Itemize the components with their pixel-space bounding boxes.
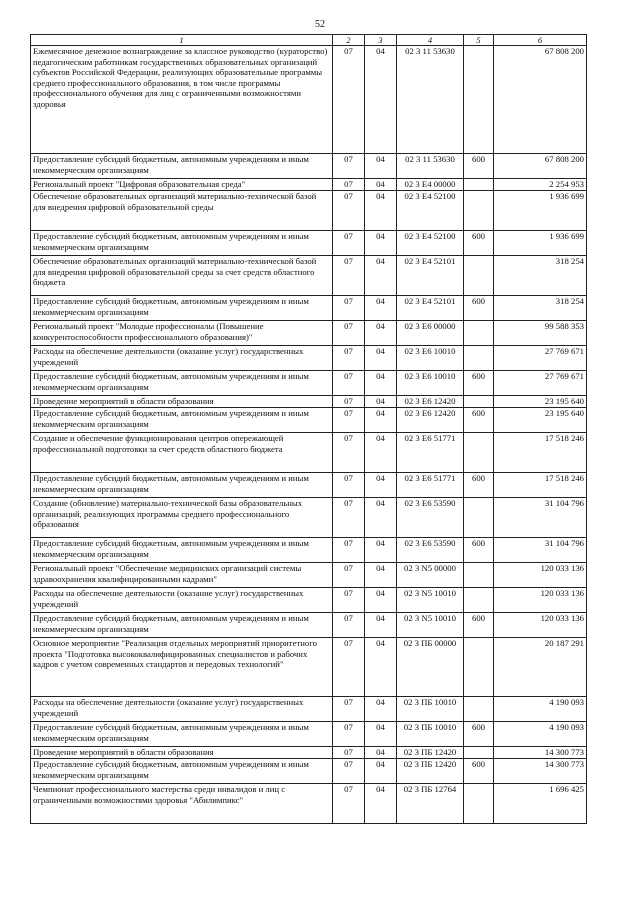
row-expense-type: 600 xyxy=(464,371,494,396)
table-row xyxy=(31,408,587,433)
table-row xyxy=(31,231,587,256)
row-subsection: 04 xyxy=(365,759,397,784)
row-expense-type xyxy=(464,498,494,538)
row-amount: 20 187 291 xyxy=(494,638,587,697)
row-name: Проведение мероприятий в области образования xyxy=(31,747,333,759)
row-subsection: 04 xyxy=(365,613,397,638)
column-header-subsection: 3 xyxy=(365,35,397,46)
row-subsection: 04 xyxy=(365,154,397,179)
table-row xyxy=(31,697,587,722)
row-target-article: 02 3 E6 10010 xyxy=(397,346,464,371)
row-name: Предоставление субсидий бюджетным, автономным учреждениям и иным некоммерческим организациям xyxy=(31,371,333,396)
row-name: Расходы на обеспечение деятельности (оказание услуг) государственных учреждений xyxy=(31,697,333,722)
row-target-article: 02 3 E6 12420 xyxy=(397,408,464,433)
row-subsection: 04 xyxy=(365,296,397,321)
row-subsection: 04 xyxy=(365,408,397,433)
row-amount: 14 300 773 xyxy=(494,759,587,784)
row-subsection: 04 xyxy=(365,231,397,256)
row-name: Региональный проект "Молодые профессионалы (Повышение конкурентоспособности профессионального образования)" xyxy=(31,321,333,346)
row-section: 07 xyxy=(333,613,365,638)
table-row xyxy=(31,179,587,191)
table-row xyxy=(31,321,587,346)
row-section: 07 xyxy=(333,498,365,538)
row-target-article: 02 3 11 53630 xyxy=(397,154,464,179)
row-subsection: 04 xyxy=(365,473,397,498)
row-section: 07 xyxy=(333,371,365,396)
row-section: 07 xyxy=(333,191,365,231)
row-subsection: 04 xyxy=(365,256,397,296)
row-name: Создание (обновление) материально-технической базы образовательных организаций, реализующих программы среднего профессионального образования xyxy=(31,498,333,538)
row-expense-type: 600 xyxy=(464,231,494,256)
row-name: Расходы на обеспечение деятельности (оказание услуг) государственных учреждений xyxy=(31,346,333,371)
row-amount: 120 033 136 xyxy=(494,588,587,613)
row-expense-type: 600 xyxy=(464,722,494,747)
row-name: Проведение мероприятий в области образования xyxy=(31,396,333,408)
row-target-article: 02 3 11 53630 xyxy=(397,46,464,154)
row-expense-type xyxy=(464,433,494,473)
row-target-article: 02 3 ПБ 00000 xyxy=(397,638,464,697)
row-name: Обеспечение образовательных организаций материально-технической базой для внедрения цифровой образовательной среды xyxy=(31,191,333,231)
table-row xyxy=(31,154,587,179)
row-name: Региональный проект "Обеспечение медицинских организаций системы здравоохранения квалифицированными кадрами" xyxy=(31,563,333,588)
column-header-name: 1 xyxy=(31,35,333,46)
table-row xyxy=(31,784,587,824)
table-row xyxy=(31,759,587,784)
row-section: 07 xyxy=(333,784,365,824)
row-section: 07 xyxy=(333,759,365,784)
row-target-article: 02 3 ПБ 12420 xyxy=(397,759,464,784)
row-subsection: 04 xyxy=(365,747,397,759)
row-expense-type: 600 xyxy=(464,154,494,179)
row-target-article: 02 3 ПБ 10010 xyxy=(397,722,464,747)
row-name: Обеспечение образовательных организаций материально-технической базой для внедрения цифровой образовательной среды за счет средств областного бюджета xyxy=(31,256,333,296)
row-amount: 67 808 200 xyxy=(494,46,587,154)
row-expense-type xyxy=(464,638,494,697)
row-subsection: 04 xyxy=(365,396,397,408)
table-row xyxy=(31,296,587,321)
row-target-article: 02 3 ПБ 10010 xyxy=(397,697,464,722)
row-section: 07 xyxy=(333,433,365,473)
row-section: 07 xyxy=(333,396,365,408)
row-section: 07 xyxy=(333,256,365,296)
row-section: 07 xyxy=(333,154,365,179)
row-expense-type xyxy=(464,747,494,759)
row-name: Предоставление субсидий бюджетным, автономным учреждениям и иным некоммерческим организациям xyxy=(31,473,333,498)
row-amount: 27 769 671 xyxy=(494,371,587,396)
row-expense-type: 600 xyxy=(464,759,494,784)
row-target-article: 02 3 E6 51771 xyxy=(397,433,464,473)
row-name: Предоставление субсидий бюджетным, автономным учреждениям и иным некоммерческим организациям xyxy=(31,613,333,638)
row-section: 07 xyxy=(333,588,365,613)
row-amount: 99 588 353 xyxy=(494,321,587,346)
column-header-expense-type: 5 xyxy=(464,35,494,46)
row-amount: 318 254 xyxy=(494,256,587,296)
table-row xyxy=(31,256,587,296)
row-subsection: 04 xyxy=(365,321,397,346)
table-row xyxy=(31,346,587,371)
table-row xyxy=(31,613,587,638)
row-section: 07 xyxy=(333,638,365,697)
table-row xyxy=(31,638,587,697)
row-name: Создание и обеспечение функционирования центров опережающей профессиональной подготовки за счет средств областного бюджета xyxy=(31,433,333,473)
row-amount: 67 808 200 xyxy=(494,154,587,179)
table-header-row xyxy=(31,35,587,46)
row-name: Ежемесячное денежное вознаграждение за классное руководство (кураторство) педагогическим работникам государственных образовательных организаций субъектов Российской Федерации, реализующих образовательные программы среднего профессионального образования, в том числе программы профессионального обучения для лиц с ограниченными возможностями здоровья xyxy=(31,46,333,154)
row-section: 07 xyxy=(333,321,365,346)
row-amount: 1 696 425 xyxy=(494,784,587,824)
row-section: 07 xyxy=(333,563,365,588)
row-amount: 1 936 699 xyxy=(494,191,587,231)
row-target-article: 02 3 ПБ 12420 xyxy=(397,747,464,759)
row-section: 07 xyxy=(333,747,365,759)
row-name: Чемпионат профессионального мастерства среди инвалидов и лиц с ограниченными возможностями здоровья "Абилимпикс" xyxy=(31,784,333,824)
row-target-article: 02 3 E6 53590 xyxy=(397,538,464,563)
row-expense-type xyxy=(464,588,494,613)
table-row xyxy=(31,191,587,231)
row-target-article: 02 3 E4 52101 xyxy=(397,296,464,321)
row-expense-type xyxy=(464,321,494,346)
row-section: 07 xyxy=(333,346,365,371)
row-target-article: 02 3 E4 52100 xyxy=(397,231,464,256)
column-header-section: 2 xyxy=(333,35,365,46)
row-expense-type: 600 xyxy=(464,473,494,498)
table-row xyxy=(31,433,587,473)
row-expense-type xyxy=(464,179,494,191)
row-expense-type xyxy=(464,784,494,824)
row-target-article: 02 3 E6 51771 xyxy=(397,473,464,498)
row-subsection: 04 xyxy=(365,433,397,473)
row-amount: 120 033 136 xyxy=(494,613,587,638)
row-amount: 31 104 796 xyxy=(494,538,587,563)
table-row xyxy=(31,563,587,588)
row-name: Расходы на обеспечение деятельности (оказание услуг) государственных учреждений xyxy=(31,588,333,613)
row-subsection: 04 xyxy=(365,46,397,154)
row-section: 07 xyxy=(333,722,365,747)
row-expense-type xyxy=(464,563,494,588)
row-target-article: 02 3 N5 10010 xyxy=(397,613,464,638)
row-section: 07 xyxy=(333,473,365,498)
row-expense-type xyxy=(464,191,494,231)
row-name: Предоставление субсидий бюджетным, автономным учреждениям и иным некоммерческим организациям xyxy=(31,538,333,563)
row-subsection: 04 xyxy=(365,588,397,613)
row-target-article: 02 3 E4 52101 xyxy=(397,256,464,296)
row-name: Предоставление субсидий бюджетным, автономным учреждениям и иным некоммерческим организациям xyxy=(31,296,333,321)
row-target-article: 02 3 E6 53590 xyxy=(397,498,464,538)
table-row xyxy=(31,473,587,498)
row-name: Основное мероприятие "Реализация отдельных мероприятий приоритетного проекта "Подготовка высококвалифицированных специалистов и рабочих кадров с учетом современных стандартов и передовых технологий" xyxy=(31,638,333,697)
row-amount: 17 518 246 xyxy=(494,433,587,473)
row-amount: 120 033 136 xyxy=(494,563,587,588)
row-subsection: 04 xyxy=(365,722,397,747)
table-row xyxy=(31,498,587,538)
row-target-article: 02 3 E6 10010 xyxy=(397,371,464,396)
row-expense-type xyxy=(464,346,494,371)
row-amount: 23 195 640 xyxy=(494,408,587,433)
row-amount: 2 254 953 xyxy=(494,179,587,191)
row-expense-type xyxy=(464,697,494,722)
row-subsection: 04 xyxy=(365,563,397,588)
row-name: Предоставление субсидий бюджетным, автономным учреждениям и иным некоммерческим организациям xyxy=(31,408,333,433)
row-section: 07 xyxy=(333,538,365,563)
row-section: 07 xyxy=(333,46,365,154)
row-target-article: 02 3 N5 00000 xyxy=(397,563,464,588)
row-expense-type xyxy=(464,46,494,154)
row-amount: 4 190 093 xyxy=(494,722,587,747)
row-section: 07 xyxy=(333,179,365,191)
row-subsection: 04 xyxy=(365,179,397,191)
row-expense-type: 600 xyxy=(464,408,494,433)
row-subsection: 04 xyxy=(365,697,397,722)
row-expense-type: 600 xyxy=(464,296,494,321)
row-subsection: 04 xyxy=(365,346,397,371)
row-amount: 4 190 093 xyxy=(494,697,587,722)
row-target-article: 02 3 E4 00000 xyxy=(397,179,464,191)
column-header-amount: 6 xyxy=(494,35,587,46)
row-subsection: 04 xyxy=(365,538,397,563)
row-subsection: 04 xyxy=(365,784,397,824)
row-name: Предоставление субсидий бюджетным, автономным учреждениям и иным некоммерческим организациям xyxy=(31,154,333,179)
row-amount: 27 769 671 xyxy=(494,346,587,371)
page-number: 52 xyxy=(315,19,325,30)
row-amount: 318 254 xyxy=(494,296,587,321)
column-header-target-article: 4 xyxy=(397,35,464,46)
row-target-article: 02 3 N5 10010 xyxy=(397,588,464,613)
row-target-article: 02 3 ПБ 12764 xyxy=(397,784,464,824)
row-target-article: 02 3 E4 52100 xyxy=(397,191,464,231)
row-name: Предоставление субсидий бюджетным, автономным учреждениям и иным некоммерческим организациям xyxy=(31,759,333,784)
table-row xyxy=(31,747,587,759)
row-expense-type: 600 xyxy=(464,538,494,563)
row-section: 07 xyxy=(333,697,365,722)
row-target-article: 02 3 E6 12420 xyxy=(397,396,464,408)
row-expense-type: 600 xyxy=(464,613,494,638)
row-name: Предоставление субсидий бюджетным, автономным учреждениям и иным некоммерческим организациям xyxy=(31,722,333,747)
row-section: 07 xyxy=(333,296,365,321)
row-section: 07 xyxy=(333,231,365,256)
budget-table xyxy=(30,34,587,824)
row-amount: 23 195 640 xyxy=(494,396,587,408)
row-subsection: 04 xyxy=(365,191,397,231)
row-target-article: 02 3 E6 00000 xyxy=(397,321,464,346)
row-amount: 1 936 699 xyxy=(494,231,587,256)
row-amount: 31 104 796 xyxy=(494,498,587,538)
row-amount: 17 518 246 xyxy=(494,473,587,498)
row-amount: 14 300 773 xyxy=(494,747,587,759)
row-subsection: 04 xyxy=(365,498,397,538)
row-name: Региональный проект "Цифровая образовательная среда" xyxy=(31,179,333,191)
table-row xyxy=(31,722,587,747)
row-subsection: 04 xyxy=(365,371,397,396)
table-row xyxy=(31,46,587,154)
row-subsection: 04 xyxy=(365,638,397,697)
row-section: 07 xyxy=(333,408,365,433)
table-row xyxy=(31,371,587,396)
row-name: Предоставление субсидий бюджетным, автономным учреждениям и иным некоммерческим организациям xyxy=(31,231,333,256)
table-row xyxy=(31,396,587,408)
table-row xyxy=(31,588,587,613)
row-expense-type xyxy=(464,256,494,296)
table-row xyxy=(31,538,587,563)
row-expense-type xyxy=(464,396,494,408)
